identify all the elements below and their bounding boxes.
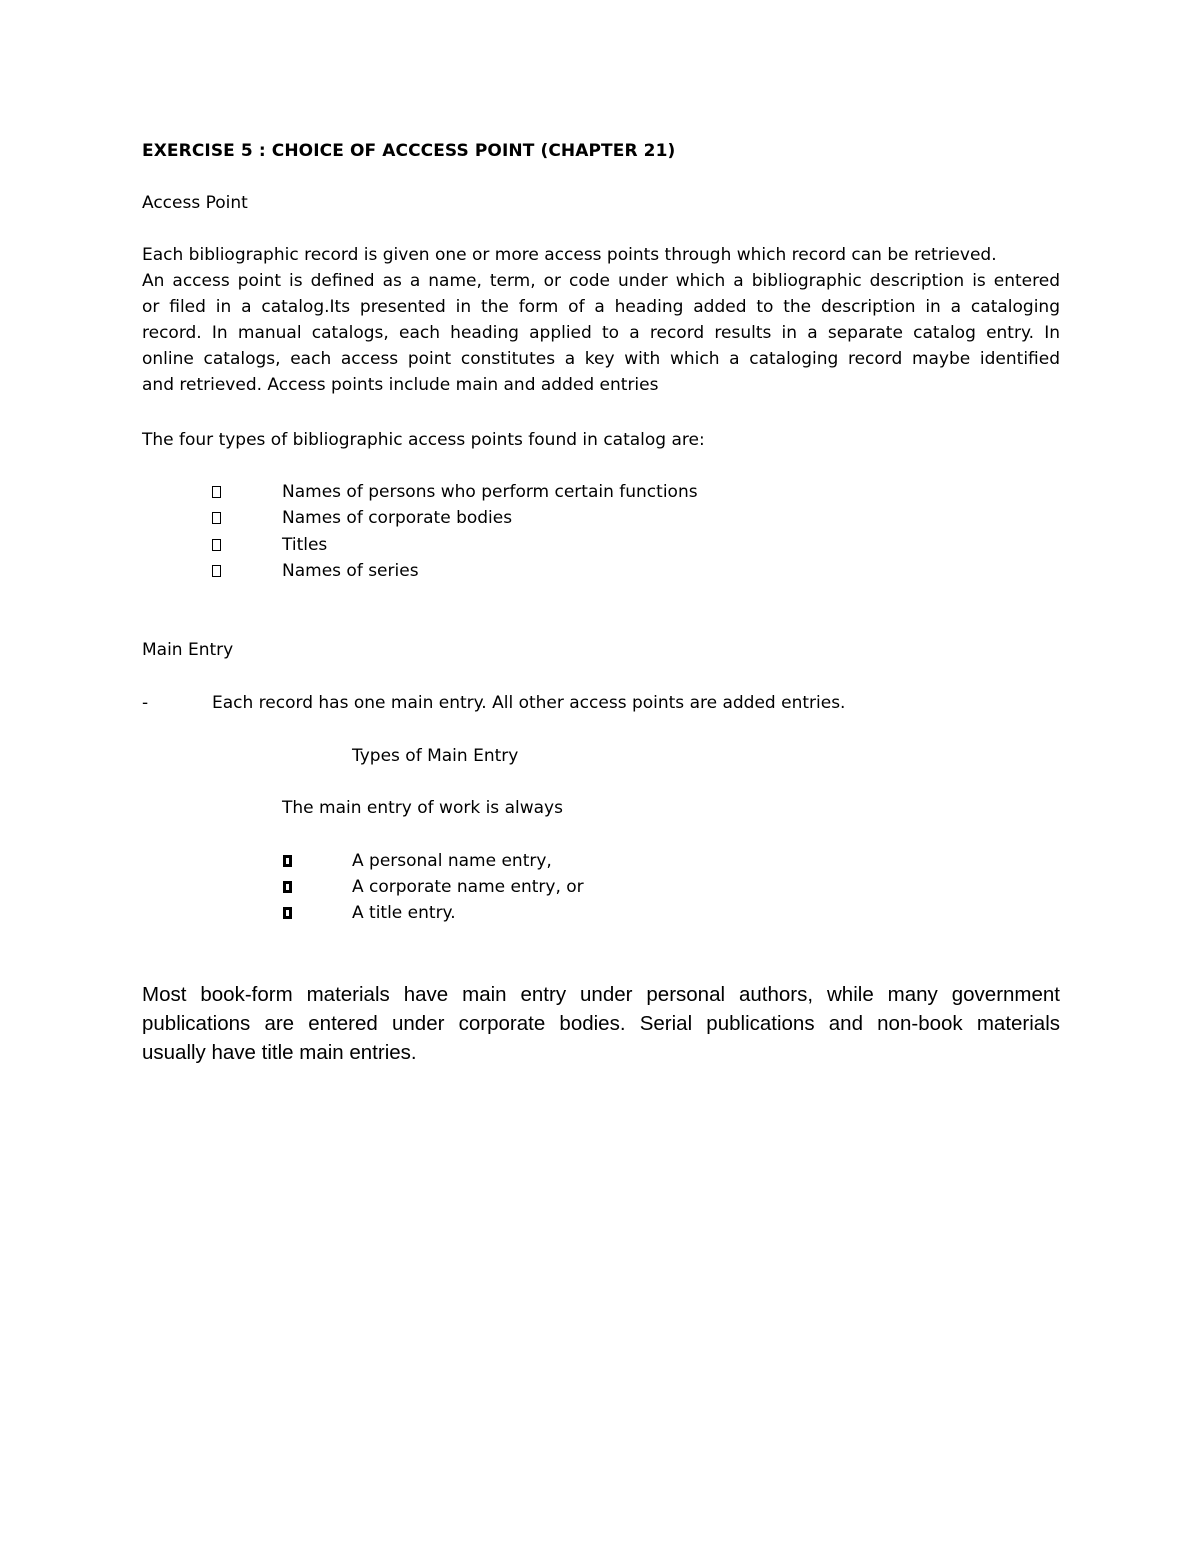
missing-glyph-bullet-icon: [212, 539, 221, 551]
access-point-heading: Access Point: [142, 193, 248, 213]
dash-marker: -: [142, 693, 149, 713]
list-item-label: A title entry.: [352, 903, 456, 923]
paragraph-line: online catalogs, each access point constitutes a key with which a cataloging record maybe identified: [142, 349, 1060, 369]
main-entry-always: The main entry of work is always: [282, 798, 563, 818]
paragraph-line: record. In manual catalogs, each heading applied to a record results in a separate catalog entry. In: [142, 323, 1060, 343]
list-item: [0, 505, 1200, 531]
missing-glyph-bullet-icon: [283, 907, 292, 919]
main-entry-heading: Main Entry: [142, 640, 234, 660]
list-item-label: Names of series: [282, 561, 419, 581]
list-item: [0, 900, 1200, 926]
paragraph-line: publications are entered under corporate bodies. Serial publications and non-book materials: [142, 1012, 1060, 1035]
list-item: [0, 848, 1200, 874]
list-item-label: Titles: [282, 535, 328, 555]
missing-glyph-bullet-icon: [283, 881, 292, 893]
paragraph-line: Most book-form materials have main entry under personal authors, while many government: [142, 983, 1060, 1006]
four-types-intro: The four types of bibliographic access points found in catalog are:: [142, 430, 705, 450]
list-item-label: A corporate name entry, or: [352, 877, 584, 897]
paragraph-line: or filed in a catalog.Its presented in the form of a heading added to the description in a cataloging: [142, 297, 1060, 317]
missing-glyph-bullet-icon: [283, 855, 292, 867]
paragraph-line: usually have title main entries.: [142, 1041, 417, 1064]
list-item: [0, 874, 1200, 900]
list-item: [0, 558, 1200, 584]
access-point-paragraph: [142, 242, 1060, 398]
paragraph-line: and retrieved. Access points include main and added entries: [142, 375, 659, 395]
closing-paragraph: [142, 980, 1060, 1067]
missing-glyph-bullet-icon: [212, 512, 221, 524]
list-item-label: Names of corporate bodies: [282, 508, 513, 528]
list-item-label: Names of persons who perform certain functions: [282, 482, 698, 502]
missing-glyph-bullet-icon: [212, 486, 221, 498]
paragraph-line: Each bibliographic record is given one or more access points through which record can be retrieved.: [142, 245, 997, 265]
paragraph-line: An access point is defined as a name, term, or code under which a bibliographic description is entered: [142, 271, 1060, 291]
list-item-label: A personal name entry,: [352, 851, 552, 871]
list-item: [0, 532, 1200, 558]
list-item: [0, 479, 1200, 505]
document-title: EXERCISE 5 : CHOICE OF ACCCESS POINT (CHAPTER 21): [142, 141, 676, 161]
main-entry-statement: Each record has one main entry. All other access points are added entries.: [212, 693, 846, 713]
types-of-main-entry-heading: Types of Main Entry: [352, 746, 519, 766]
missing-glyph-bullet-icon: [212, 565, 221, 577]
